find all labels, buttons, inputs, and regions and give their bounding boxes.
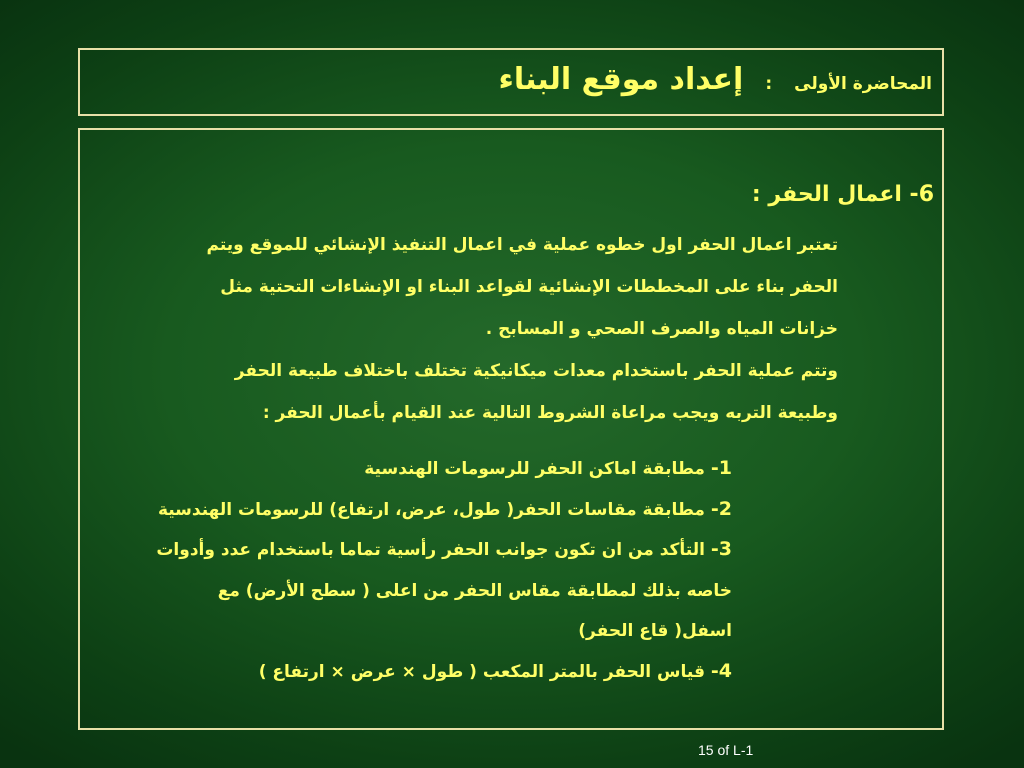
- list-item: [82, 489, 732, 530]
- list-item-number: 1-: [710, 457, 732, 479]
- list-item-text: التأكد من ان تكون جوانب الحفر رأسية تماما باستخدام عدد وأدوات: [156, 540, 705, 560]
- list-item-text: مطابقة اماكن الحفر للرسومات الهندسية: [364, 459, 705, 479]
- section-heading: 6- اعمال الحفر :: [751, 182, 934, 207]
- paragraph-line: الحفر بناء على المخططات الإنشائية لقواعد البناء او الإنشاءات التحتية مثل: [220, 277, 838, 297]
- content-box: [78, 128, 944, 730]
- page-number: 15 of L-1: [698, 742, 754, 758]
- list-item-continuation: [82, 570, 732, 611]
- list-item-text: قياس الحفر بالمتر المكعب ( طول × عرض × ارتفاع ): [258, 661, 705, 682]
- list-item-number: 2-: [710, 497, 732, 520]
- title-separator: :: [765, 74, 773, 94]
- list-item-text: اسفل( قاع الحفر): [578, 621, 732, 641]
- list-item-number: 3-: [710, 538, 732, 560]
- title-main: إعداد موقع البناء: [498, 62, 744, 97]
- lecture-label: المحاضرة الأولى: [794, 74, 932, 94]
- slide-title: [499, 62, 933, 97]
- paragraph-line: وتتم عملية الحفر باستخدام معدات ميكانيكية تختلف باختلاف طبيعة الحفر: [234, 361, 838, 381]
- list-item: [82, 529, 732, 570]
- title-box: [78, 48, 944, 116]
- paragraph-line: وطبيعة التربه ويجب مراعاة الشروط التالية عند القيام بأعمال الحفر :: [262, 403, 838, 423]
- paragraph-line: تعتبر اعمال الحفر اول خطوه عملية في اعمال التنفيذ الإنشائي للموقع ويتم: [206, 235, 838, 255]
- list-item-continuation: [82, 610, 732, 651]
- paragraph-line: خزانات المياه والصرف الصحي و المسابح .: [485, 319, 838, 339]
- list-item-number: 4-: [710, 659, 732, 682]
- list-item-text: مطابقة مقاسات الحفر( طول، عرض، ارتفاع) للرسومات الهندسية: [157, 499, 705, 520]
- list-item: [82, 651, 732, 692]
- list-item: [82, 448, 732, 489]
- list-item-text: خاصه بذلك لمطابقة مقاس الحفر من اعلى ( سطح الأرض) مع: [217, 580, 732, 601]
- conditions-list: [82, 448, 732, 691]
- intro-paragraph: [138, 224, 838, 434]
